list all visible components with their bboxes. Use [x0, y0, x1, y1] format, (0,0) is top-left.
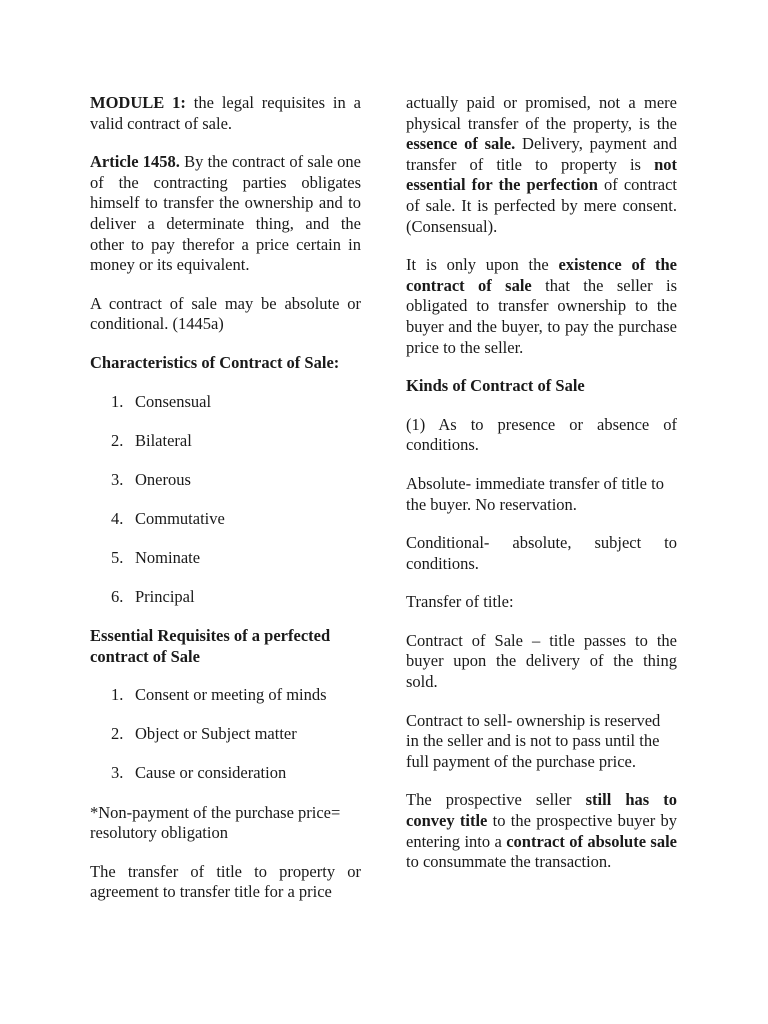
- list-text: Onerous: [135, 469, 191, 489]
- paragraph-text: that the seller is obligated to transfer ownership to the buyer and the buyer, to pay the purchase price to the seller.: [406, 275, 677, 357]
- list-number: 2.: [111, 430, 124, 450]
- list-item: [90, 763, 361, 784]
- conditional-definition: Conditional- absolute, subject to conditions.: [406, 533, 677, 573]
- paragraph-text: It is only upon the: [406, 255, 559, 275]
- essence-of-sale-paragraph: [406, 93, 677, 237]
- list-item: [90, 431, 361, 452]
- list-text: Principal: [135, 587, 195, 606]
- list-text: Cause or consideration: [135, 763, 287, 783]
- paragraph-text: of contract of sale. It is perfected by mere consent. (Consensual).: [406, 175, 677, 236]
- paragraph-text: The prospective seller: [406, 790, 586, 810]
- list-text: Consent or meeting of minds: [135, 685, 327, 705]
- article-text: By the contract of sale one of the contracting parties obligates himself to transfer the ownership and to deliver a determinate thing, and the other to pay therefor a price certain in money or its equivalent.: [90, 152, 361, 275]
- contract-of-sale-definition: Contract of Sale – title passes to the buyer upon the delivery of the thing sold.: [406, 630, 677, 692]
- left-column: [90, 93, 361, 921]
- bold-text: existence of the contract of sale: [406, 255, 678, 295]
- list-item: [90, 548, 361, 569]
- paragraph-text: to consummate the transaction.: [406, 852, 612, 872]
- requisites-list: [90, 685, 361, 784]
- bold-text: essence of sale.: [406, 134, 516, 154]
- list-text: Object or Subject matter: [135, 724, 297, 744]
- paragraph-text: to the prospective buyer by entering into a: [406, 811, 677, 851]
- list-text: Nominate: [135, 547, 201, 567]
- paragraph-text: actually paid or promised, not a mere physical transfer of the property, is the: [406, 93, 677, 133]
- list-item: [90, 724, 361, 745]
- list-number: 3.: [111, 763, 124, 783]
- presence-absence-conditions: (1) As to presence or absence of conditions.: [406, 414, 677, 455]
- existence-of-contract-paragraph: [406, 255, 677, 358]
- kinds-heading: Kinds of Contract of Sale: [406, 376, 585, 396]
- list-number: 3.: [111, 469, 124, 489]
- list-item: [90, 392, 361, 413]
- list-item: [90, 470, 361, 491]
- module-label: MODULE 1:: [90, 93, 186, 112]
- module-text: the legal requisites in a valid contract of sale.: [90, 93, 361, 133]
- non-payment-note: *Non-payment of the purchase price= resolutory obligation: [90, 802, 341, 843]
- list-number: 1.: [111, 685, 124, 705]
- module-intro: [90, 93, 361, 134]
- list-item: [90, 685, 361, 706]
- prospective-seller-paragraph: [406, 790, 677, 872]
- list-number: 4.: [111, 508, 124, 528]
- bold-text: not essential for the perfection: [406, 154, 677, 195]
- absolute-definition: Absolute- immediate transfer of title to the buyer. No reservation.: [406, 473, 664, 514]
- list-number: 1.: [111, 391, 124, 411]
- right-column: [406, 93, 677, 891]
- transfer-of-title-paragraph: The transfer of title to property or agreement to transfer title for a price: [90, 861, 361, 902]
- list-number: 2.: [111, 724, 124, 744]
- bold-text: still has to convey title: [406, 790, 677, 831]
- characteristics-list: [90, 392, 361, 608]
- contract-to-sell-definition: Contract to sell- ownership is reserved in the seller and is not to pass until the full payment of the purchase price.: [406, 710, 661, 771]
- list-item: [90, 509, 361, 530]
- list-number: 6.: [111, 587, 124, 606]
- absolute-conditional-note: A contract of sale may be absolute or conditional. (1445a): [90, 293, 361, 334]
- bold-text: contract of absolute sale: [506, 831, 677, 851]
- requisites-heading: Essential Requisites of a perfected contract of Sale: [90, 626, 331, 666]
- characteristics-heading: Characteristics of Contract of Sale:: [90, 352, 340, 372]
- article-1458: [90, 152, 361, 276]
- article-label: Article 1458.: [90, 152, 180, 172]
- list-text: Bilateral: [135, 430, 192, 450]
- transfer-of-title-label: Transfer of title:: [406, 592, 514, 612]
- list-text: Consensual: [135, 391, 212, 411]
- list-number: 5.: [111, 547, 124, 567]
- list-item: [90, 587, 361, 608]
- paragraph-text: Delivery, payment and transfer of title to property is: [406, 134, 678, 174]
- list-text: Commutative: [135, 508, 225, 528]
